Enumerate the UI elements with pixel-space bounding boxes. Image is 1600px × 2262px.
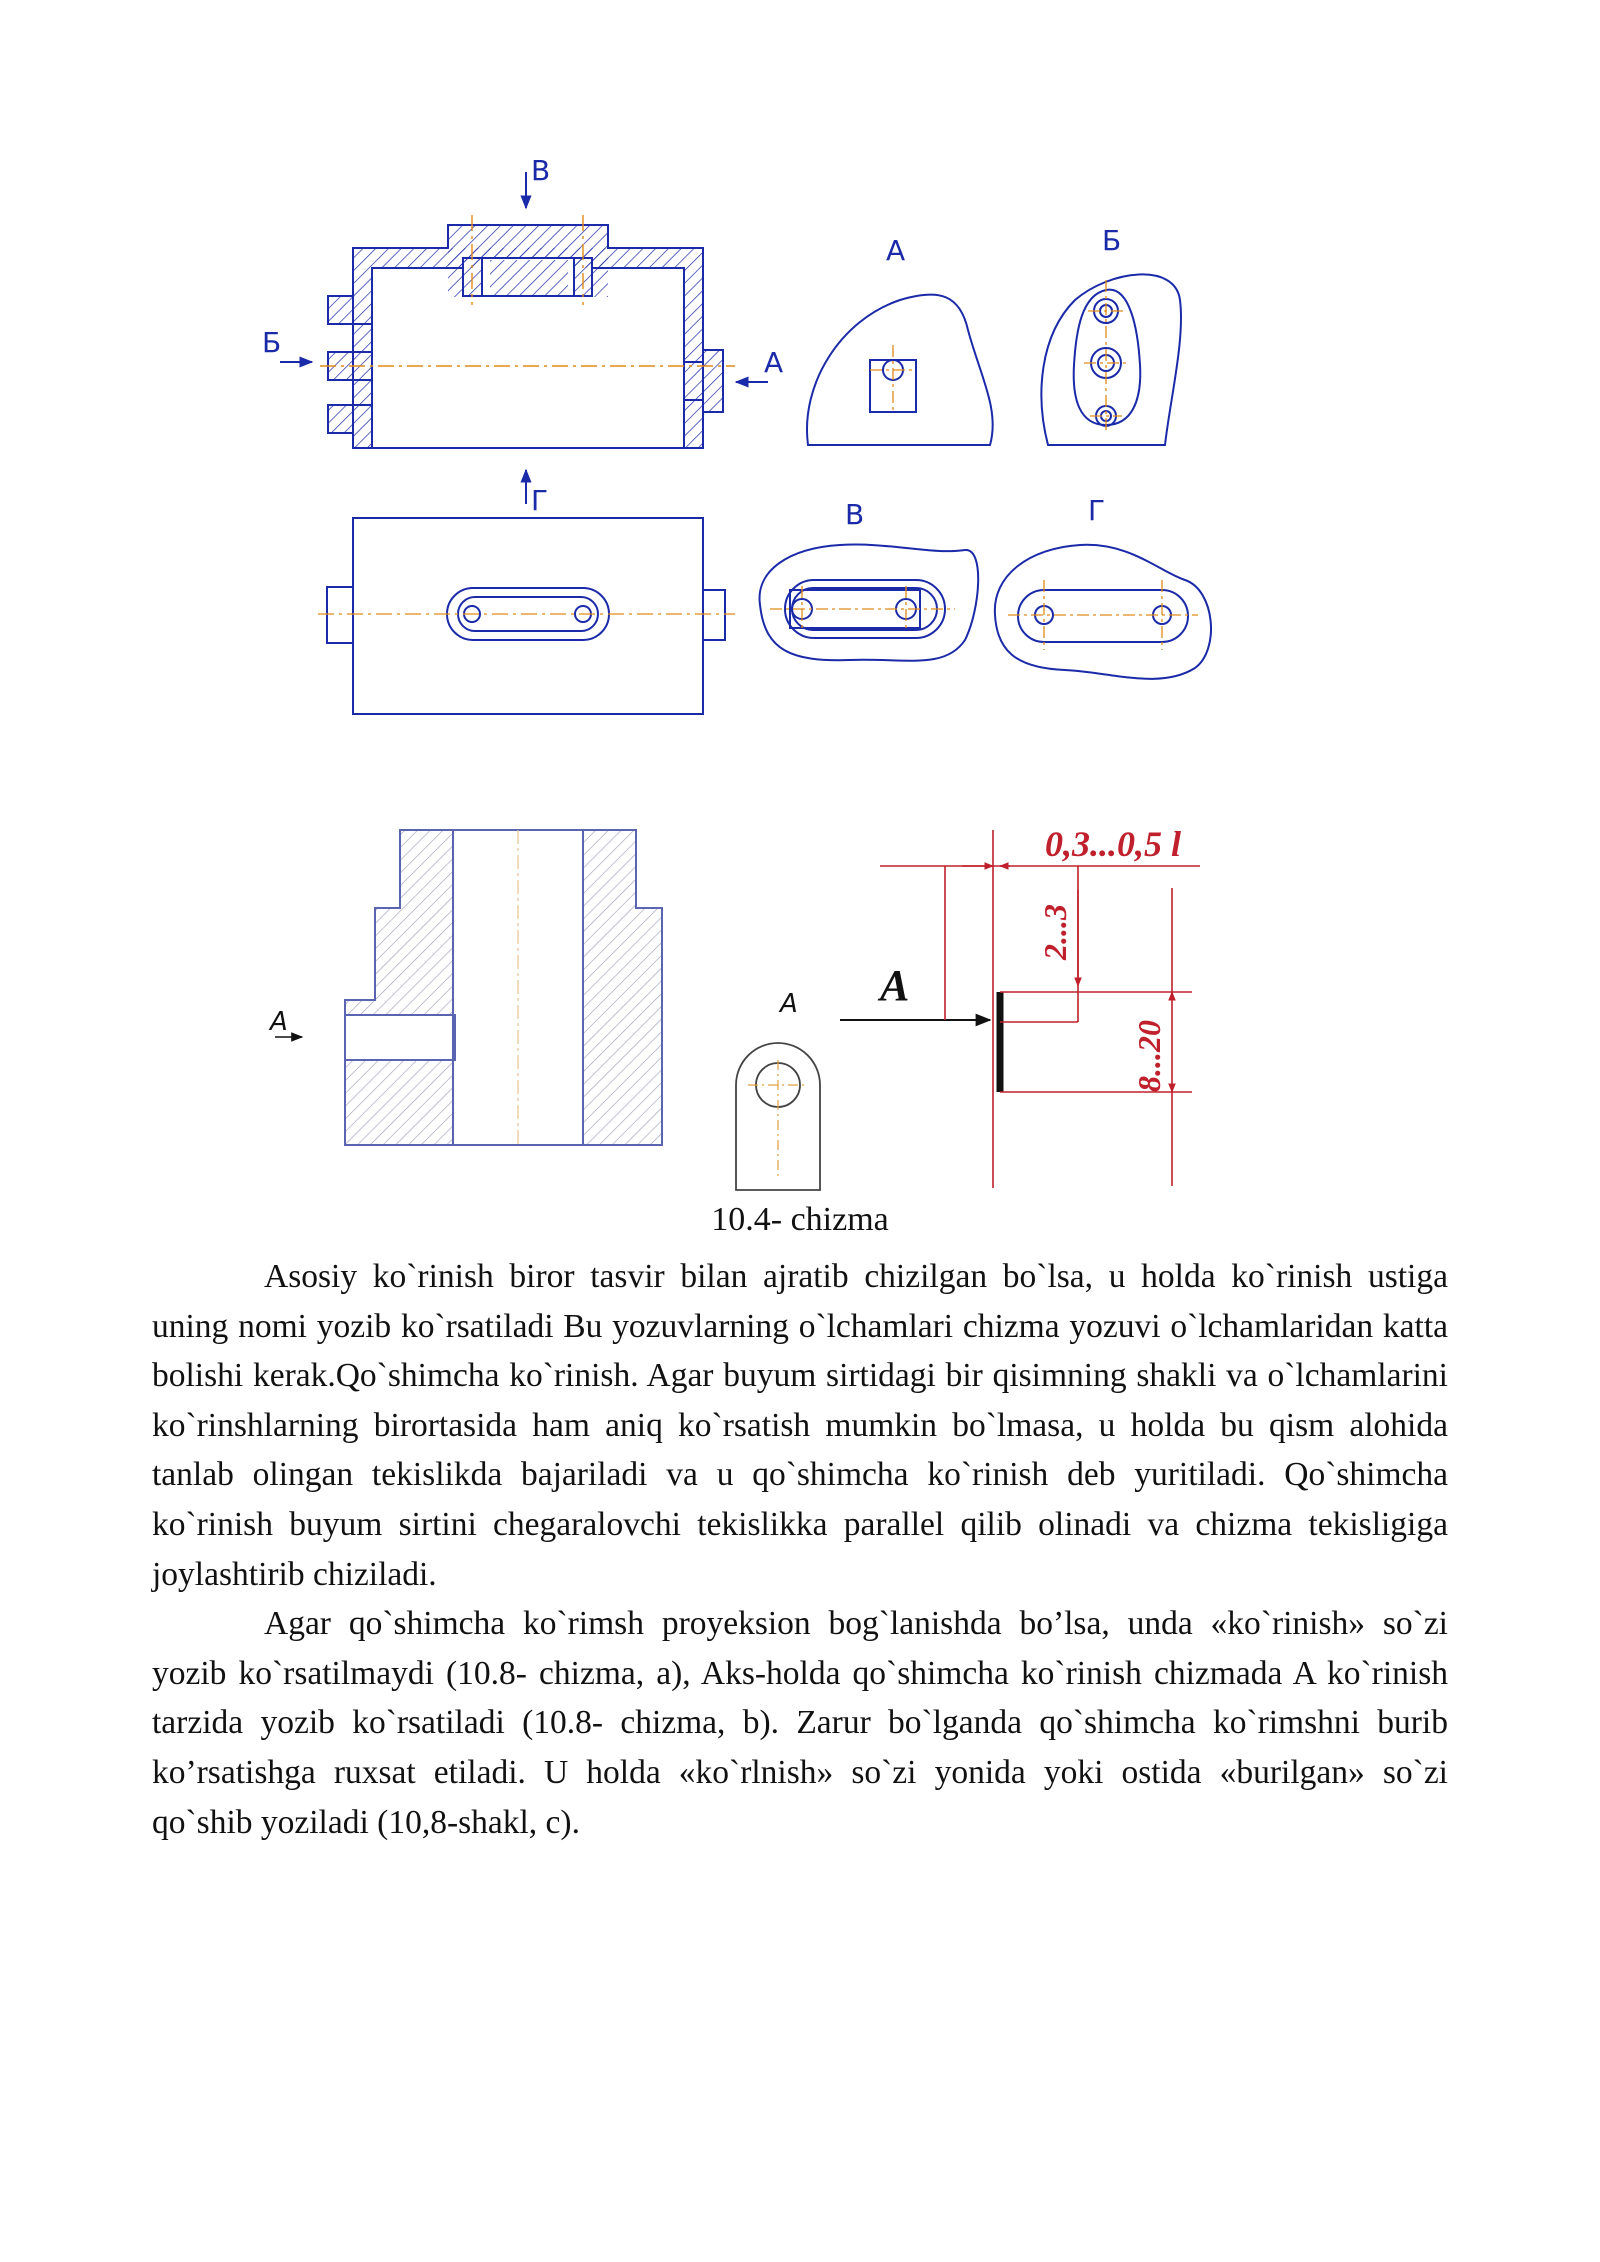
plan-view: [318, 518, 735, 714]
label-view-g-arrow: Г: [531, 484, 549, 517]
label-view-b-arrow: Б: [262, 326, 282, 359]
label-view-a-arrow: А: [764, 346, 784, 379]
label-view-v: В: [531, 154, 551, 187]
paragraph-2: [152, 1599, 1448, 1847]
label-view-v-2: В: [845, 498, 865, 531]
main-section-view: [280, 172, 768, 504]
label-section-a: А: [270, 1007, 288, 1037]
dim-arrow-length: 2...3: [1037, 904, 1073, 960]
body-text: [152, 1252, 1448, 1847]
paragraph-1: [152, 1252, 1448, 1599]
view-g-shape: [995, 545, 1211, 679]
view-b-shape: [1041, 274, 1181, 445]
paragraph-1-text: Asosiy ko`rinish biror tasvir bilan ajratib chizilgan bo`lsa, u holda ko`rinish ustiga uning nomi yozib ko`rsatiladi Bu yozuvlarning o`lchamlari chizma yozuvi o`lchamlaridan katta bolishi kerak.Qo`shimcha ko`rinish. Agar buyum sirtidagi bir qisimning shakli va o`lchamlarini ko`rinshlarning birortasida ham aniq ko`rsatish mumkin bo`lmasa, u holda bu qism alohida tanlab olingan tekislikda bajariladi va u qo`shimcha ko`rinish deb yuritiladi. Qo`shimcha ko`rinish buyum sirtini chegaralovchi tekislikka parallel qilib olinadi va chizma tekisligiga joylashtirib chiziladi.: [152, 1258, 1448, 1593]
dim-gap: 0,3...0,5 l: [1045, 824, 1182, 864]
lug-view-a: [736, 1043, 820, 1190]
label-view-a: А: [886, 234, 906, 267]
label-lug-a: A: [780, 989, 798, 1019]
label-view-b: Б: [1102, 224, 1122, 257]
view-a-shape: [807, 295, 993, 445]
stepped-part-section: [275, 830, 662, 1145]
figure-caption: 10.4- chizma: [711, 1201, 889, 1238]
view-v-shape: [760, 545, 979, 661]
label-view-g: Г: [1088, 494, 1106, 527]
paragraph-2-text: Agar qo`shimcha ko`rimsh proyeksion bog`lanishda bo’lsa, unda «ko`rinish» so`zi yozib ko`rsatilmaydi (10.8- chizma, a), Aks-holda qo`shimcha ko`rinish chizmada A ko`rinish tarzida yozib ko`rsatiladi (10.8- chizma, b). Zarur bo`lganda qo`shimcha ko`rimshni burib ko’rsatishga ruxsat etiladi. U holda «ko`rlnish» so`zi yonida yoki ostida «burilgan» so`zi qo`shib yoziladi (10,8-shakl, c).: [152, 1605, 1448, 1841]
label-arrow-a: A: [880, 961, 910, 1010]
dim-letter-height: 8...20: [1131, 1020, 1167, 1092]
